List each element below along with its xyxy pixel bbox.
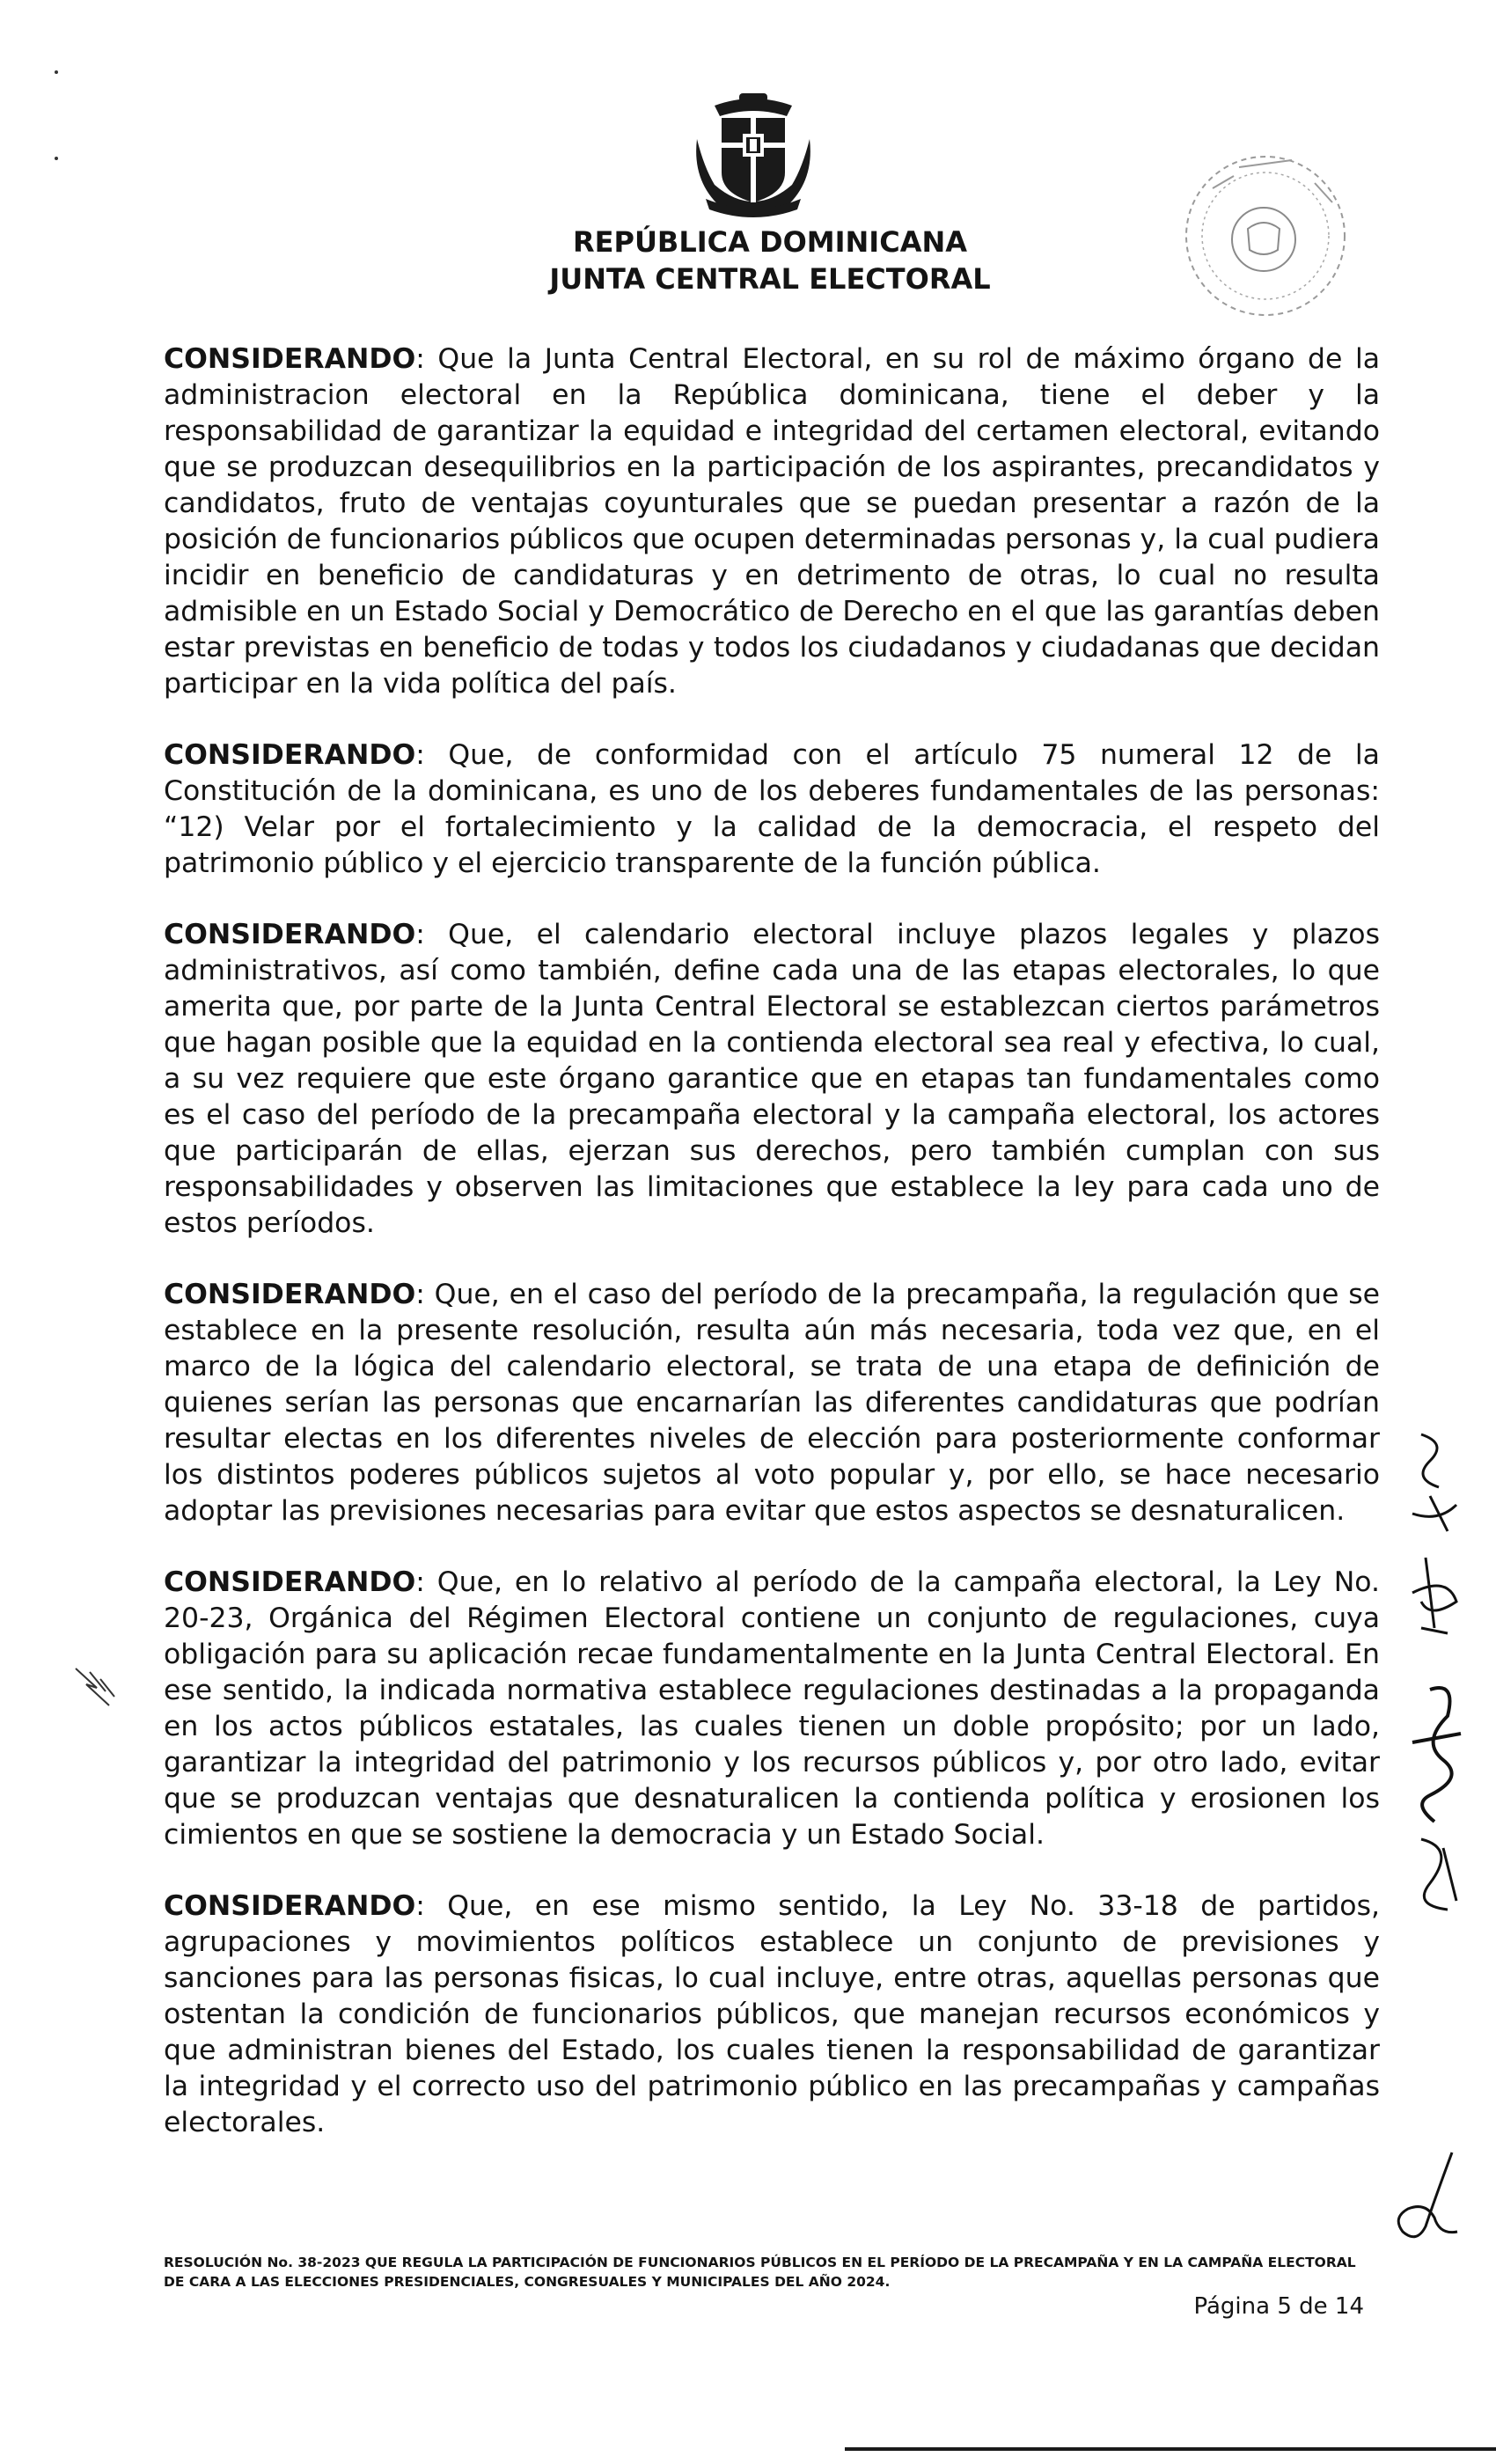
jce-official-seal-stamp-icon — [1160, 141, 1371, 326]
handwritten-signature-icon — [1390, 2147, 1470, 2253]
paragraph-keyword: CONSIDERANDO — [164, 1279, 416, 1310]
dominican-coat-of-arms-icon — [688, 86, 818, 224]
considerando-paragraph-6 — [164, 1888, 1380, 2141]
considerando-paragraph-2 — [164, 737, 1380, 882]
paragraph-keyword: CONSIDERANDO — [164, 919, 416, 950]
paragraph-keyword: CONSIDERANDO — [164, 1566, 416, 1598]
handwritten-initials-icon — [1395, 1426, 1474, 1918]
considerando-paragraph-5 — [164, 1565, 1380, 1853]
paragraph-text: : Que, en ese mismo sentido, la Ley No. 33-18 de partidos, agrupaciones y movimientos políticos establece un conjunto de previsiones y sanciones para las personas fisicas, lo cual incluye, entre otras, aquellas personas que ostentan la condición de funcionarios públicos, que manejan recursos económicos y que administran bienes del Estado, los cuales tienen la responsabilidad de garantizar la integridad y el correcto uso del patrimonio público en las precampañas y campañas electorales. — [164, 1890, 1380, 2138]
paragraph-text: : Que, en lo relativo al período de la campaña electoral, la Ley No. 20-23, Orgánica del Régimen Electoral contiene un conjunto de regulaciones, cuya obligación para su aplicación recae fundamentalmente en la Junta Central Electoral. En ese sentido, la indicada normativa establece regulaciones destinadas a la propaganda en los actos públicos estatales, las cuales tienen un doble propósito; por un lado, garantizar la integridad del patrimonio y los recursos públicos y, por otro lado, evitar que se produzcan ventajas que desnaturalicen la contienda política y erosionen los cimientos en que se sostiene la democracia y un Estado Social. — [164, 1566, 1380, 1851]
scan-speck — [55, 157, 58, 160]
paragraph-text: : Que la Junta Central Electoral, en su rol de máximo órgano de la administracion electoral en la República dominicana, tiene el deber y la responsabilidad de garantizar la equidad e integridad del certamen electoral, evitando que se produzcan desequilibrios en la participación de los aspirantes, precandidatos y candidatos, fruto de ventajas coyunturales que se puedan presentar a razón de la posición de funcionarios públicos que ocupen determinadas personas y, la cual pudiera incidir en beneficio de candidaturas y en detrimento de otras, lo cual no resulta admisible en un Estado Social y Democrático de Derecho en el que las garantías deben estar previstas en beneficio de todas y todos los ciudadanos y ciudadanas que decidan participar en la vida política del país. — [164, 343, 1380, 700]
scan-speck — [55, 70, 58, 74]
bottom-edge-rule — [845, 2447, 1496, 2451]
header-institution-title: JUNTA CENTRAL ELECTORAL — [549, 262, 991, 296]
resolution-footer-note: RESOLUCIÓN No. 38-2023 QUE REGULA LA PARTICIPACIÓN DE FUNCIONARIOS PÚBLICOS EN EL PERÍODO DE LA PRECAMPAÑA Y EN LA CAMPAÑA ELECTORAL DE CARA A LAS ELECCIONES PRESIDENCIALES, CONGRESUALES Y MUNICIPALES DEL AÑO 2024. — [164, 2255, 1356, 2290]
paragraph-keyword: CONSIDERANDO — [164, 1890, 416, 1922]
paragraph-text: : Que, el calendario electoral incluye plazos legales y plazos administrativos, así como también, define cada una de las etapas electorales, lo que amerita que, por parte de la Junta Central Electoral se establezcan ciertos parámetros que hagan posible que la equidad en la contienda electoral sea real y efectiva, lo cual, a su vez requiere que este órgano garantice que en etapas tan fundamentales como es el caso del período de la precampaña electoral y la campaña electoral, los actores que participarán de ellas, ejerzan sus derechos, pero también cumplan con sus responsabilidades y observen las limitaciones que establece la ley para cada uno de estos períodos. — [164, 919, 1380, 1239]
document-body — [164, 341, 1380, 2176]
considerando-paragraph-3 — [164, 917, 1380, 1242]
margin-mark-icon — [70, 1661, 120, 1714]
header-country-title: REPÚBLICA DOMINICANA — [572, 225, 967, 259]
paragraph-text: : Que, en el caso del período de la precampaña, la regulación que se establece en la presente resolución, resulta aún más necesaria, toda vez que, en el marco de la lógica del calendario electoral, se trata de una etapa de definición de quienes serían las personas que encarnarían las diferentes candidaturas que podrían resultar electas en los diferentes niveles de elección para posteriormente conformar los distintos poderes públicos sujetos al voto popular y, por ello, se hace necesario adoptar las previsiones necesarias para evitar que estos aspectos se desnaturalicen. — [164, 1279, 1380, 1527]
paragraph-keyword: CONSIDERANDO — [164, 739, 416, 771]
considerando-paragraph-4 — [164, 1277, 1380, 1529]
paragraph-text: : Que, de conformidad con el artículo 75 numeral 12 de la Constitución de la dominicana, es uno de los deberes fundamentales de las personas: “12) Velar por el fortalecimiento y la calidad de la democracia, el respeto del patrimonio público y el ejercicio transparente de la función pública. — [164, 739, 1380, 879]
page-number: Página 5 de 14 — [1193, 2293, 1364, 2320]
paragraph-keyword: CONSIDERANDO — [164, 343, 416, 375]
considerando-paragraph-1 — [164, 341, 1380, 702]
